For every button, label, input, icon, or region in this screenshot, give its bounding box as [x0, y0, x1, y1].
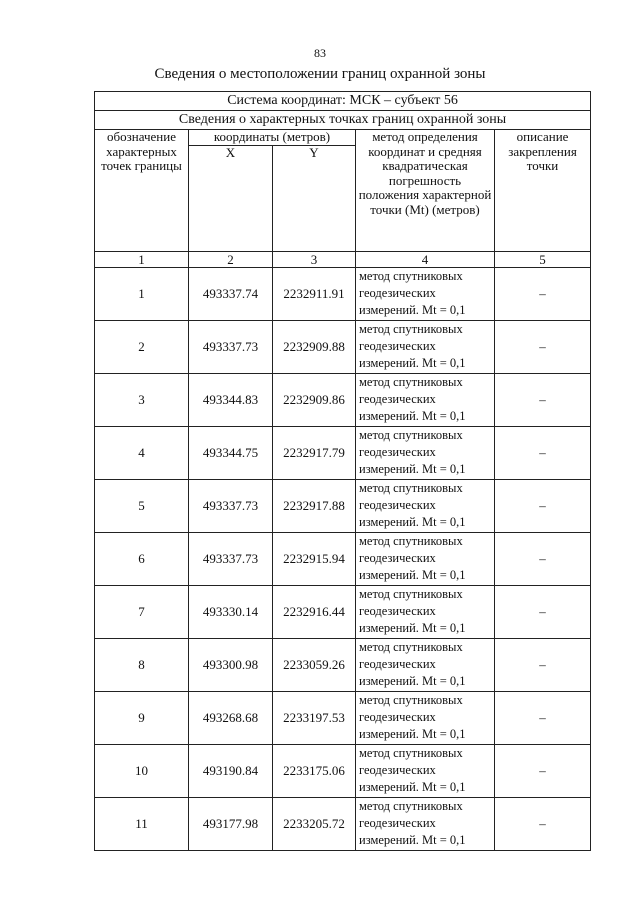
- table-row: [95, 691, 591, 744]
- header-coordinates: координаты (метров): [189, 130, 356, 146]
- header-point-designation: обозначение характерных точек границы: [95, 130, 189, 252]
- table-row: [95, 638, 591, 691]
- table-row: [95, 744, 591, 797]
- fixing-description-cell: –: [495, 585, 591, 638]
- x-coordinate-cell: 493190.84: [189, 744, 273, 797]
- fixing-description-cell: –: [495, 373, 591, 426]
- method-cell: метод спутниковых геодезических измерений. Mt = 0,1: [356, 373, 495, 426]
- x-coordinate-cell: 493344.83: [189, 373, 273, 426]
- header-method: метод определения координат и средняя квадратическая погрешность положения характерной точки (Mt) (метров): [356, 130, 495, 252]
- method-cell: метод спутниковых геодезических измерений. Mt = 0,1: [356, 479, 495, 532]
- x-coordinate-cell: 493337.73: [189, 479, 273, 532]
- y-coordinate-cell: 2232915.94: [273, 532, 356, 585]
- point-number-cell: 10: [95, 744, 189, 797]
- method-cell: метод спутниковых геодезических измерений. Mt = 0,1: [356, 691, 495, 744]
- point-number-cell: 9: [95, 691, 189, 744]
- x-coordinate-cell: 493337.73: [189, 532, 273, 585]
- column-number: 1: [95, 251, 189, 267]
- table-subtitle: Сведения о характерных точках границ охранной зоны: [95, 111, 591, 130]
- method-cell: метод спутниковых геодезических измерений. Mt = 0,1: [356, 797, 495, 850]
- column-number: 3: [273, 251, 356, 267]
- header-x: X: [189, 145, 273, 251]
- x-coordinate-cell: 493268.68: [189, 691, 273, 744]
- header-fixing-description: описание закрепления точки: [495, 130, 591, 252]
- column-number: 2: [189, 251, 273, 267]
- point-number-cell: 11: [95, 797, 189, 850]
- table-row: [95, 532, 591, 585]
- fixing-description-cell: –: [495, 797, 591, 850]
- fixing-description-cell: –: [495, 267, 591, 320]
- x-coordinate-cell: 493330.14: [189, 585, 273, 638]
- method-cell: метод спутниковых геодезических измерений. Mt = 0,1: [356, 267, 495, 320]
- fixing-description-cell: –: [495, 426, 591, 479]
- y-coordinate-cell: 2232909.86: [273, 373, 356, 426]
- coord-system-header: Система координат: МСК – субъект 56: [95, 92, 591, 111]
- point-number-cell: 2: [95, 320, 189, 373]
- table-row: [95, 479, 591, 532]
- y-coordinate-cell: 2233205.72: [273, 797, 356, 850]
- method-cell: метод спутниковых геодезических измерений. Mt = 0,1: [356, 585, 495, 638]
- table-row: [95, 797, 591, 850]
- method-cell: метод спутниковых геодезических измерений. Mt = 0,1: [356, 320, 495, 373]
- fixing-description-cell: –: [495, 638, 591, 691]
- point-number-cell: 3: [95, 373, 189, 426]
- table-row: [95, 426, 591, 479]
- fixing-description-cell: –: [495, 320, 591, 373]
- fixing-description-cell: –: [495, 479, 591, 532]
- fixing-description-cell: –: [495, 744, 591, 797]
- x-coordinate-cell: 493337.74: [189, 267, 273, 320]
- y-coordinate-cell: 2232911.91: [273, 267, 356, 320]
- x-coordinate-cell: 493337.73: [189, 320, 273, 373]
- y-coordinate-cell: 2232916.44: [273, 585, 356, 638]
- y-coordinate-cell: 2233197.53: [273, 691, 356, 744]
- point-number-cell: 1: [95, 267, 189, 320]
- fixing-description-cell: –: [495, 691, 591, 744]
- page-number: 83: [314, 46, 326, 60]
- x-coordinate-cell: 493177.98: [189, 797, 273, 850]
- y-coordinate-cell: 2232917.79: [273, 426, 356, 479]
- table-row: [95, 585, 591, 638]
- header-y: Y: [273, 145, 356, 251]
- boundary-points-table: [94, 91, 591, 851]
- point-number-cell: 6: [95, 532, 189, 585]
- x-coordinate-cell: 493300.98: [189, 638, 273, 691]
- method-cell: метод спутниковых геодезических измерений. Mt = 0,1: [356, 638, 495, 691]
- y-coordinate-cell: 2233175.06: [273, 744, 356, 797]
- method-cell: метод спутниковых геодезических измерений. Mt = 0,1: [356, 426, 495, 479]
- point-number-cell: 7: [95, 585, 189, 638]
- y-coordinate-cell: 2233059.26: [273, 638, 356, 691]
- table-row: [95, 373, 591, 426]
- document-title: Сведения о местоположении границ охранной зоны: [154, 66, 486, 82]
- column-number: 4: [356, 251, 495, 267]
- table-row: [95, 267, 591, 320]
- point-number-cell: 5: [95, 479, 189, 532]
- method-cell: метод спутниковых геодезических измерений. Mt = 0,1: [356, 744, 495, 797]
- y-coordinate-cell: 2232917.88: [273, 479, 356, 532]
- table-row: [95, 320, 591, 373]
- method-cell: метод спутниковых геодезических измерений. Mt = 0,1: [356, 532, 495, 585]
- point-number-cell: 8: [95, 638, 189, 691]
- x-coordinate-cell: 493344.75: [189, 426, 273, 479]
- column-number: 5: [495, 251, 591, 267]
- fixing-description-cell: –: [495, 532, 591, 585]
- y-coordinate-cell: 2232909.88: [273, 320, 356, 373]
- point-number-cell: 4: [95, 426, 189, 479]
